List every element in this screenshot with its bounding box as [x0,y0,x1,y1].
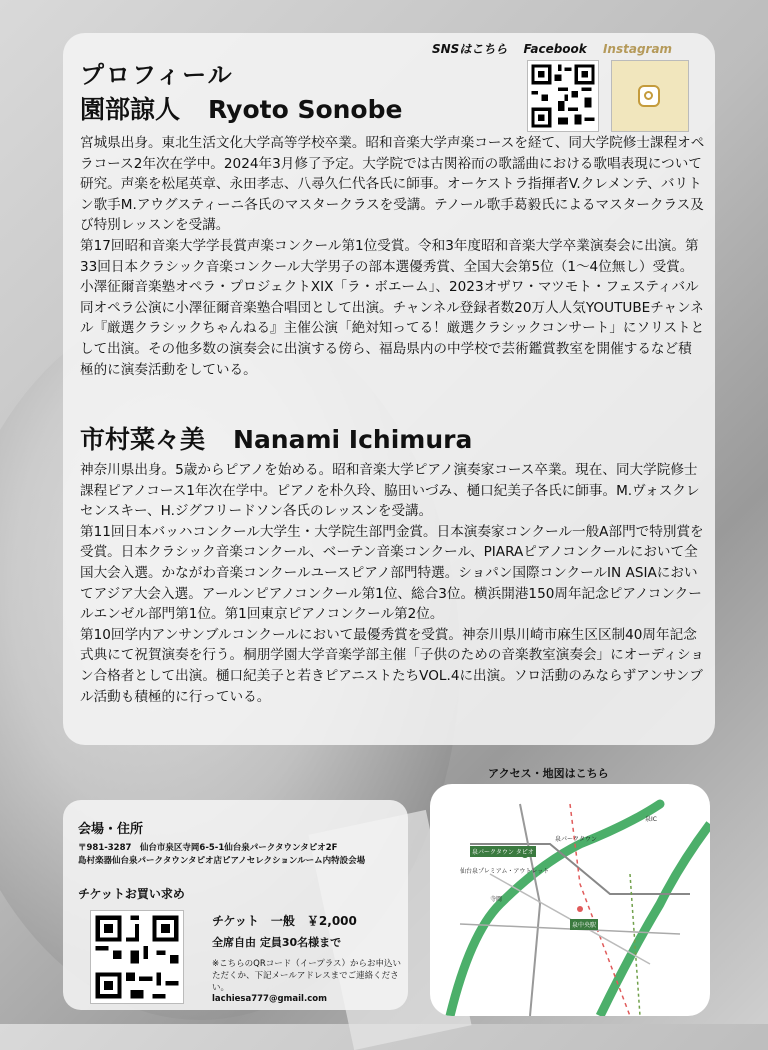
ticket-title: チケットお買い求め [78,887,185,901]
performer2-bio: 神奈川県出身。5歳からピアノを始める。昭和音楽大学ピアノ演奏家コース卒業。現在、同大学院修士課程ピアノコース1年次在学中。ピアノを朴久玲、脇田いづみ、樋口紀美子各氏に師事。M.ヴォスクレセンスキー、H.ジグフリードソン各氏のレッスンを受講。 第11回日本バッハコンクール大学生・大学院生部門金賞。日本演奏家コンクール一般A部門で特別賞を受賞。日本クラシック音楽コンクール、ベーテン音楽コンクール、PIARAピアノコンクールにおいて全国大会入選。かながわ音楽コンクールユースピアノ部門特選。ショパン国際コンクールIN ASIAにおいてアジア大会入選。アールンピアノコンクール第1位、総合3位。横浜開港150周年記念ピアノコンクールエンゼル部門第1位。第1回東京ピアノコンクール第2位。 第10回学内アンサンブルコンクールにおいて最優秀賞を受賞。神奈川県川崎市麻生区区制40周年記念式典にて祝賀演奏を行う。桐朋学園大学音楽学部主催「子供のための音楽教室演奏会」にオーディション合格者として出演。樋口紀美子と若きピアニストたちVOL.4に出演。ソロ活動のみならずアンサンブル活動も積極的に行っている。 [80,462,704,705]
sns-labels [432,40,672,57]
performer1-bio: 宮城県出身。東北生活文化大学高等学校卒業。昭和音楽大学声楽コースを経て、同大学院修士課程オペラコース2年次在学中。2024年3月修了予定。大学院では古関裕而の歌謡曲における歌唱表現について研究。声楽を松尾英章、永田孝志、八尋久仁代各氏に師事。オーケストラ指揮者V.クレメンテ、バリトン歌手M.アウグスティーニ各氏のマスタークラスを受講。テノール歌手葛毅氏によるマスタークラス及び特別レッスンを受講。 第17回昭和音楽大学学長賞声楽コンクール第1位受賞。令和3年度昭和音楽大学卒業演奏会に出演。第33回日本クラシック音楽コンクール大学男子の部本選優秀賞、全国大会第5位（1〜4位無し）受賞。小澤征爾音楽塾オペラ・プロジェクトXIX「ラ・ボエーム」、2023オザワ・マツモト・フェスティバル同オペラ公演に小澤征爾音楽塾合唱団として出演。チャンネル登録者数20万人人気YOUTUBEチャンネル『厳選クラシックちゃんねる』主催公演「絶対知ってる！厳選クラシックコンサート」にソリストとして出演。その他多数の演奏会に出演する傍ら、福島県内の中学校で芸術鑑賞教室を開催するなど積極的に演奏活動をしている。 [80,135,705,378]
venue-place: 島村楽器仙台泉パークタウンタピオ店ピアノセレクションルーム内特設会場 [78,856,366,866]
qr-pattern [91,911,183,1003]
instagram-qr-code[interactable] [611,60,689,132]
map-graphic [430,784,710,1016]
map-label-station: 泉中央駅 [570,919,598,930]
map-label-outlet: 仙台泉プレミアム・アウトレット [460,868,550,875]
instagram-label: Instagram [602,42,673,56]
access-map[interactable] [430,784,710,1016]
qr-pattern [528,61,598,131]
facebook-qr-code[interactable] [527,60,599,132]
map-label-teraoka: 寺岡 [490,896,503,903]
performer1-name-en: Ryoto Sonobe [208,95,403,124]
ticket-seating: 全席自由 定員30名様まで [212,936,342,949]
performer2-name-en: Nanami Ichimura [233,425,473,454]
ticket-qr-code[interactable] [90,910,184,1004]
performer2-name-jp: 市村菜々美 [80,425,206,454]
performer1-name [80,90,430,126]
venue-title: 会場・住所 [78,822,144,837]
instagram-icon [638,85,660,107]
ticket-note: ※こちらのQRコード（イープラス）からお申込いただくか、下記メールアドレスまでご連絡ください。 [212,959,402,993]
map-title: アクセス・地図はこちら [488,767,609,780]
map-label-tapio: 泉パークタウン タピオ [470,846,536,857]
sns-label: SNSはこちら [432,42,508,56]
performer2-name [80,420,500,456]
map-label-ic: 泉IC [645,816,657,823]
profile-heading: プロフィール [80,61,234,89]
venue-address-block [78,842,408,868]
ticket-email[interactable]: lachiesa777@gmail.com [212,994,327,1004]
venue-address: 〒981-3287 仙台市泉区寺岡6-5-1仙台泉パークタウンタピオ2F [78,843,338,853]
ticket-price: チケット 一般 ￥2,000 [212,914,357,928]
map-label-parktown: 泉パークタウン [555,836,597,843]
performer1-name-jp: 園部諒人 [80,95,181,124]
facebook-label: Facebook [523,42,587,56]
